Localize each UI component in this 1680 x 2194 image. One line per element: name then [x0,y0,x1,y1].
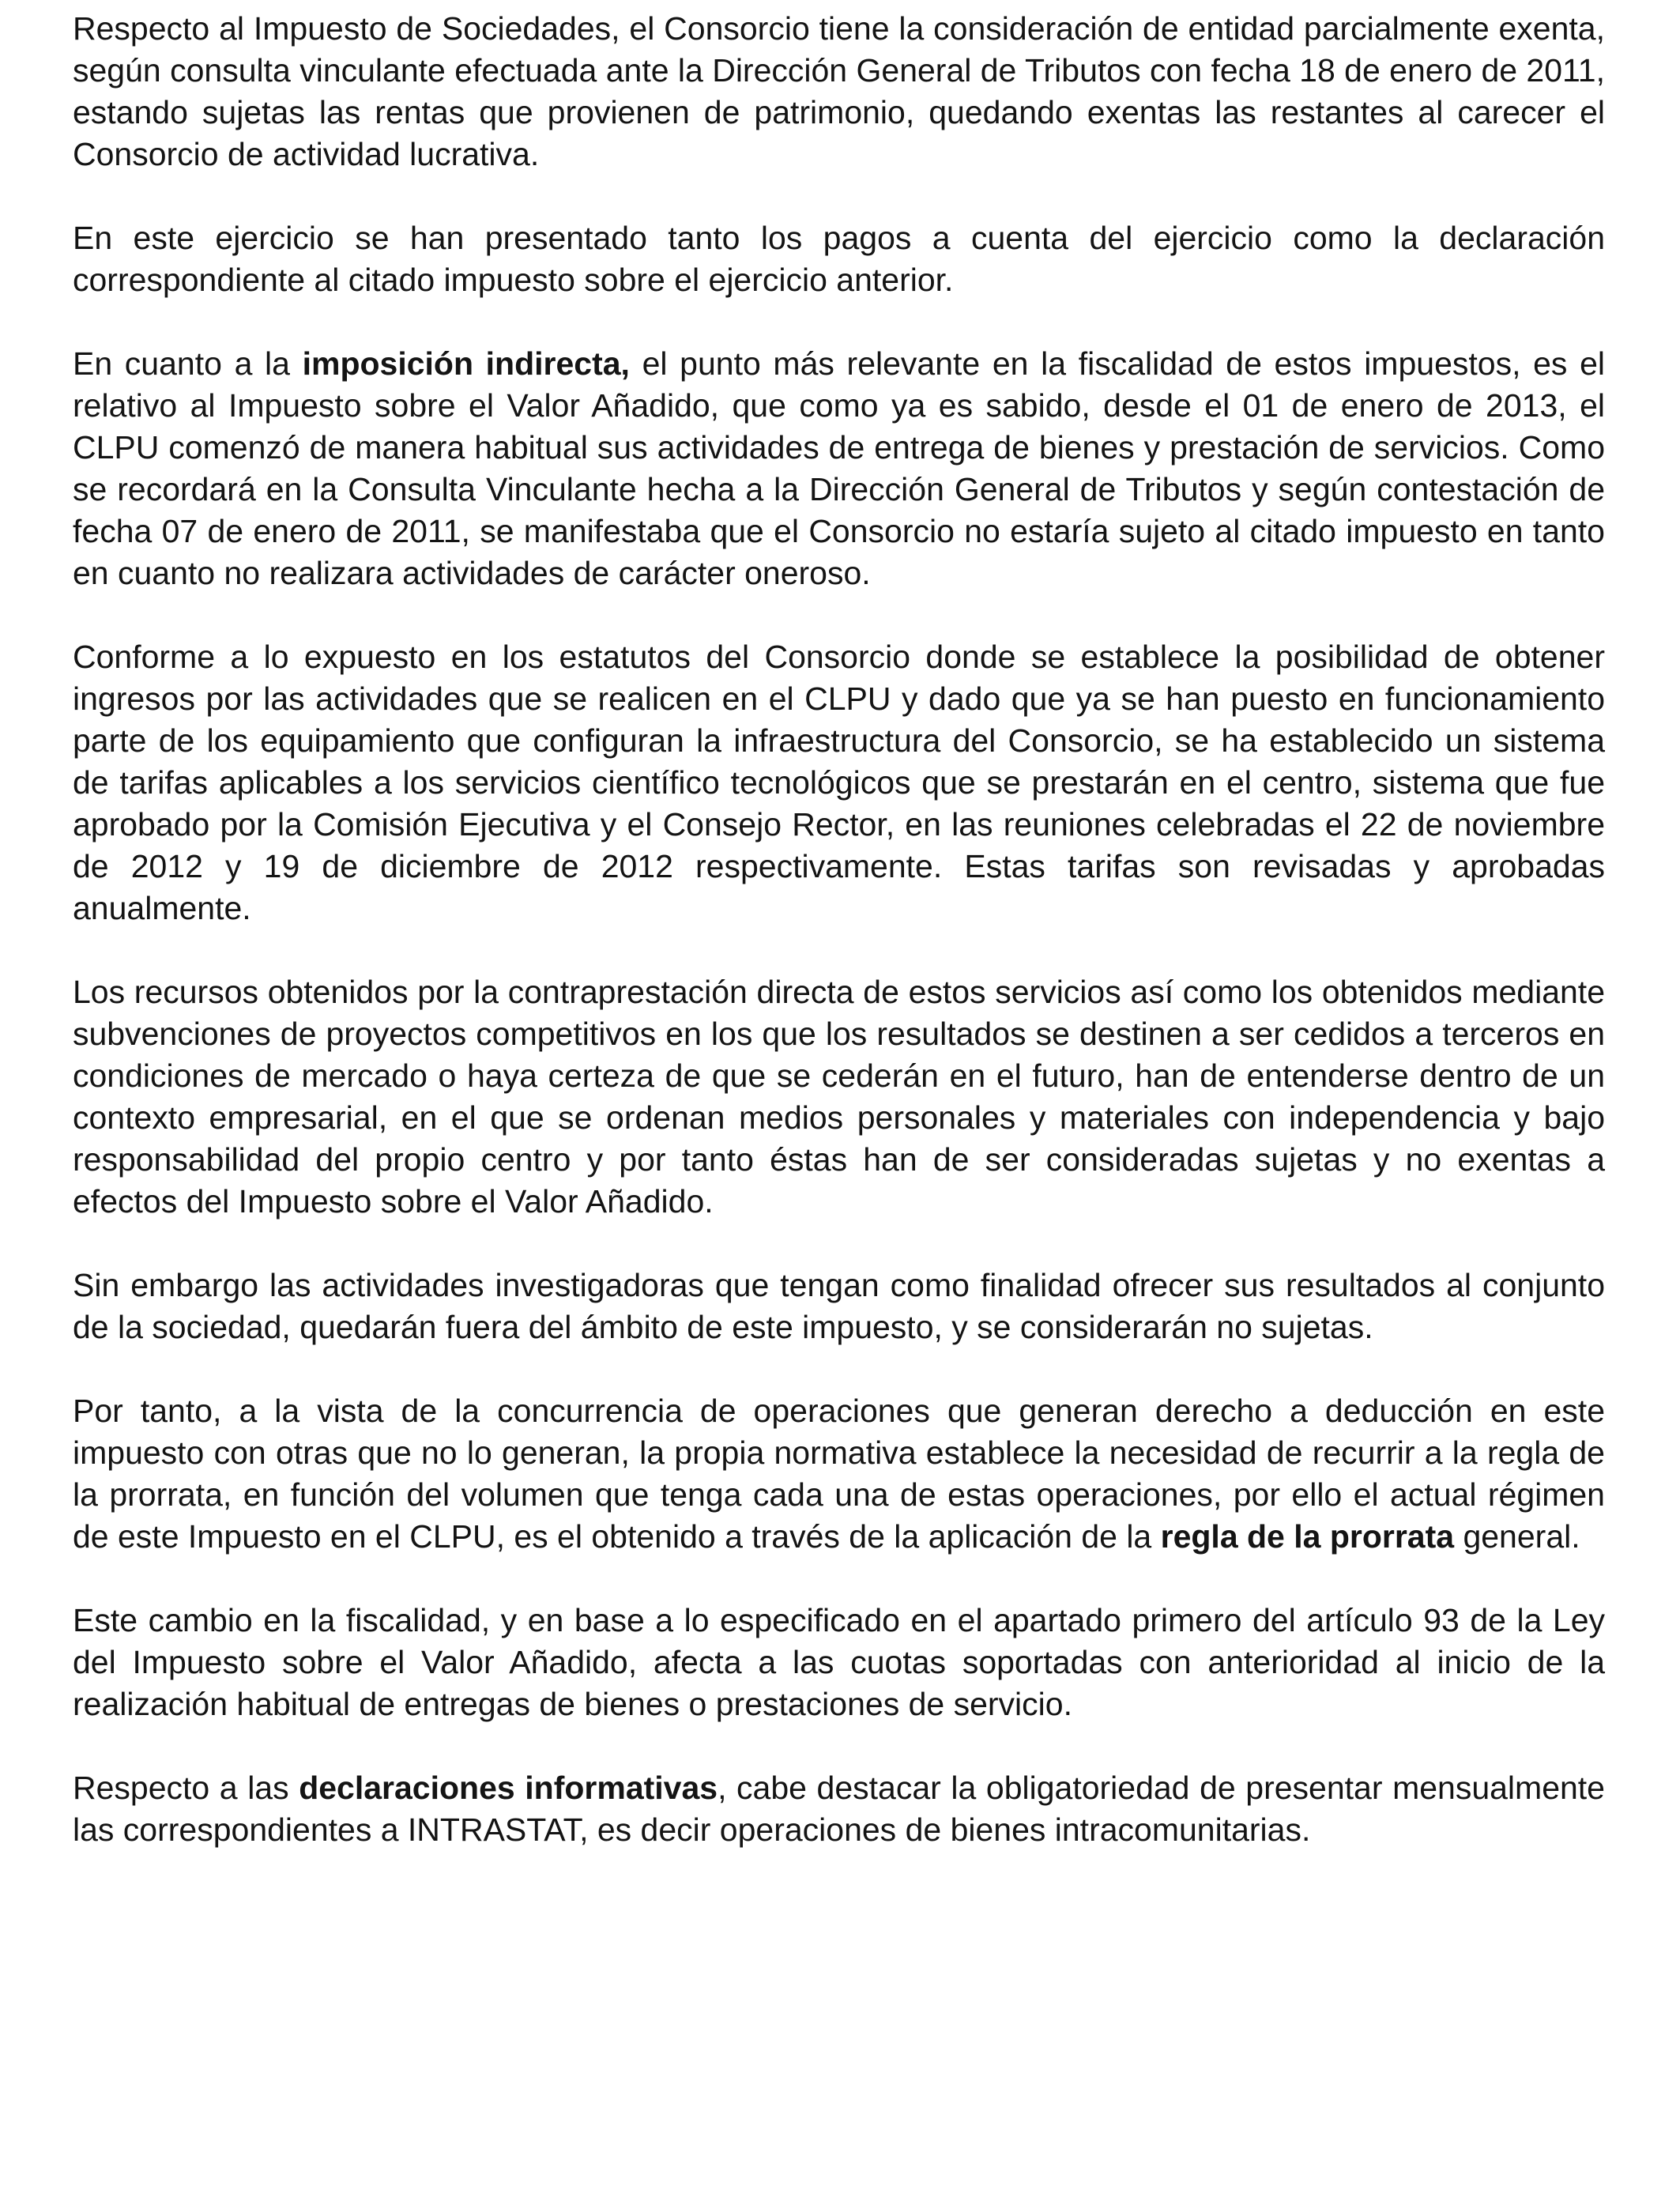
text-run: el punto más relevante en la fiscalidad de estos impuestos, es el relativo al Impuesto sobre el Valor Añadido, que como ya es sabido, desde el 01 de enero de 2013, el CLPU comenzó de manera habitual sus actividades de entrega de bienes y prestación de servicios. Como se recordará en la Consulta Vinculante hecha a la Dirección General de Tributos y según contestación de fecha 07 de enero de 2011, se manifestaba que el Consorcio no estaría sujeto al citado impuesto en tanto en cuanto no realizara actividades de carácter oneroso. [73,345,1605,591]
bold-term-regla-prorrata: regla de la prorrata [1160,1518,1455,1555]
paragraph-recursos-obtenidos [73,971,1605,1223]
paragraph-imposicion-indirecta [73,343,1605,594]
paragraph-estatutos-tarifas [73,636,1605,929]
text-run: general. [1454,1518,1580,1555]
text-run: Conforme a lo expuesto en los estatutos del Consorcio donde se establece la posibilidad de obtener ingresos por las actividades que se realicen en el CLPU y dado que ya se han puesto en funcionamiento parte de los equipamiento que configuran la infraestructura del Consorcio, se ha establecido un sistema de tarifas aplicables a los servicios científico tecnológicos que se prestarán en el centro, sistema que fue aprobado por la Comisión Ejecutiva y el Consejo Rector, en las reuniones celebradas el 22 de noviembre de 2012 y 19 de diciembre de 2012 respectivamente. Estas tarifas son revisadas y aprobadas anualmente. [73,639,1605,926]
text-run: , cabe destacar la obligatoriedad de presentar mensualmente las correspondientes a INTRASTAT, es decir operaciones de bienes intracomunitarias. [73,1770,1605,1848]
paragraph-actividades-investigadoras [73,1265,1605,1348]
text-run: Los recursos obtenidos por la contraprestación directa de estos servicios así como los obtenidos mediante subvenciones de proyectos competitivos en los que los resultados se destinen a ser cedidos a terceros en condiciones de mercado o haya certeza de que se cederán en el futuro, han de entenderse dentro de un contexto empresarial, en el que se ordenan medios personales y materiales con independencia y bajo responsabilidad del propio centro y por tanto éstas han de ser consideradas sujetas y no exentas a efectos del Impuesto sobre el Valor Añadido. [73,974,1605,1220]
text-run: Por tanto, a la vista de la concurrencia de operaciones que generan derecho a deducción en este impuesto con otras que no lo generan, la propia normativa establece la necesidad de recurrir a la regla de la prorrata, en función del volumen que tenga cada una de estas operaciones, por ello el actual régimen de este Impuesto en el CLPU, es el obtenido a través de la aplicación de la [73,1393,1605,1555]
paragraph-pagos-a-cuenta [73,217,1605,301]
text-run: Respecto al Impuesto de Sociedades, el Consorcio tiene la consideración de entidad parcialmente exenta, según consulta vinculante efectuada ante la Dirección General de Tributos con fecha 18 de enero de 2011, estando sujetas las rentas que provienen de patrimonio, quedando exentas las restantes al carecer el Consorcio de actividad lucrativa. [73,10,1605,172]
bold-term-declaraciones-informativas: declaraciones informativas [299,1770,718,1806]
text-run: Sin embargo las actividades investigadoras que tengan como finalidad ofrecer sus resultados al conjunto de la sociedad, quedarán fuera del ámbito de este impuesto, y se considerarán no sujetas. [73,1267,1605,1345]
document-page [73,8,1605,1851]
text-run: Respecto a las [73,1770,299,1806]
text-run: En este ejercicio se han presentado tanto los pagos a cuenta del ejercicio como la declaración correspondiente al citado impuesto sobre el ejercicio anterior. [73,220,1605,298]
text-run: Este cambio en la fiscalidad, y en base a lo especificado en el apartado primero del artículo 93 de la Ley del Impuesto sobre el Valor Añadido, afecta a las cuotas soportadas con anterioridad al inicio de la realización habitual de entregas de bienes o prestaciones de servicio. [73,1602,1605,1722]
paragraph-impuesto-sociedades [73,8,1605,175]
text-run: En cuanto a la [73,345,303,382]
paragraph-declaraciones-informativas [73,1767,1605,1851]
paragraph-regla-prorrata [73,1390,1605,1558]
bold-term-imposicion-indirecta: imposición indirecta, [302,345,630,382]
paragraph-articulo-93 [73,1600,1605,1725]
